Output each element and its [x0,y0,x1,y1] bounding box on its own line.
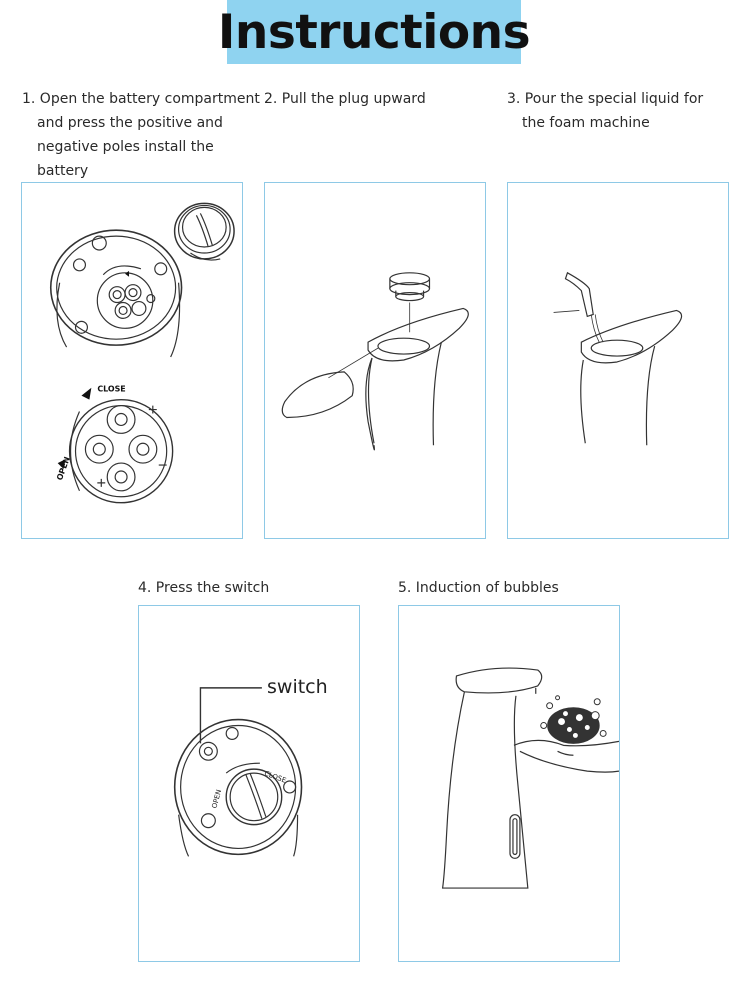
step-1-line-3: negative poles install the [37,139,214,155]
open-label-small: OPEN [210,788,224,810]
step-2-line-1: 2. Pull the plug upward [264,91,426,107]
step-5-illustration [398,605,620,962]
close-label: CLOSE [97,384,126,394]
step-1-illustration [21,182,243,539]
step-5-line-1: 5. Induction of bubbles [398,580,559,596]
step-3-line-2: the foam machine [522,115,650,131]
bubbles-drawing [399,606,619,961]
step-4-illustration [138,605,360,962]
step-3-line-1: 3. Pour the special liquid for [507,91,704,107]
step-4-text [138,576,269,600]
step-1-line-4: battery [37,163,89,179]
pull-plug-drawing [265,183,485,538]
press-switch-drawing [139,606,359,961]
step-3-illustration [507,182,729,539]
step-1-text [22,87,260,183]
open-label: OPEN [55,455,72,482]
step-3-text [507,87,703,135]
page-title: Instructions [217,4,531,60]
step-2-illustration [264,182,486,539]
step-1-line-1: 1. Open the battery compartment [22,91,260,107]
pour-liquid-drawing [508,183,728,538]
title-banner [217,0,531,64]
step-2-text [264,87,426,111]
step-4-line-1: 4. Press the switch [138,580,270,596]
step-1-line-2: and press the positive and [37,115,223,131]
close-label-small: CLOSE [263,769,288,785]
battery-compartment-drawing [22,183,242,538]
step-5-text [398,576,559,600]
switch-label: switch [267,676,328,698]
